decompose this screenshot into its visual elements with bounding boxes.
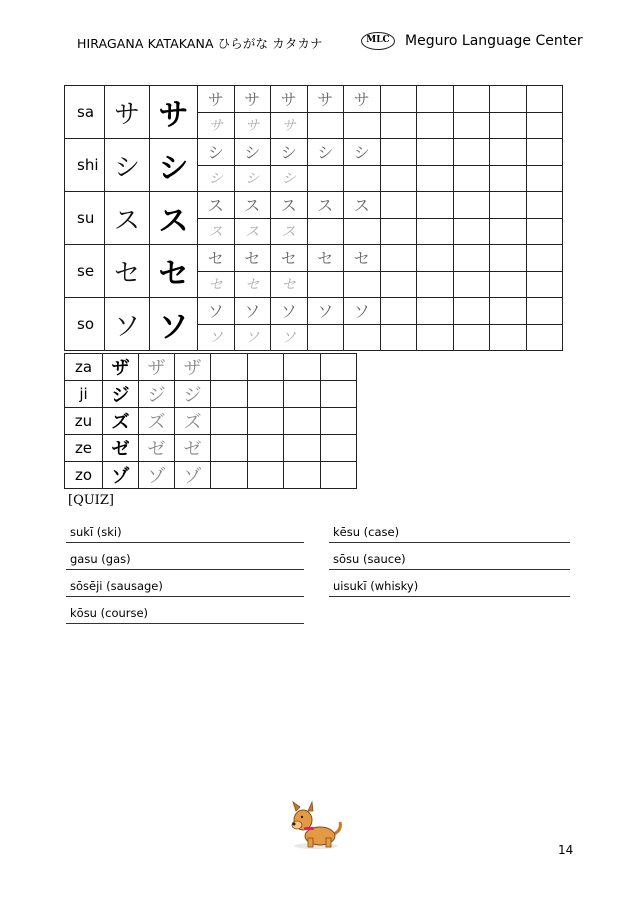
empty-practice-cell: [453, 324, 490, 351]
empty-practice-cell: [490, 112, 527, 139]
trace-kana: ソ: [198, 324, 235, 351]
kana-model: ズ: [103, 408, 139, 435]
trace-kana: セ: [234, 271, 271, 298]
romaji-label: sa: [65, 86, 105, 139]
empty-practice-cell: [490, 139, 527, 166]
empty-practice-cell: [417, 298, 454, 325]
empty-practice-cell: [490, 271, 527, 298]
empty-practice-cell: [307, 112, 344, 139]
empty-practice-cell: [380, 192, 417, 219]
kana-bold-model: ス: [150, 192, 198, 245]
empty-practice-cell: [320, 408, 357, 435]
empty-practice-cell: [211, 408, 248, 435]
kana-model: セ: [105, 245, 150, 298]
page-number: 14: [558, 843, 574, 857]
empty-practice-cell: [417, 139, 454, 166]
guide-kana: ジ: [139, 381, 175, 408]
trace-kana: シ: [234, 165, 271, 192]
guide-kana: ゼ: [139, 435, 175, 462]
empty-practice-cell: [380, 245, 417, 272]
empty-practice-cell: [284, 435, 321, 462]
practice-row: [65, 245, 563, 272]
guide-kana: ザ: [175, 354, 211, 381]
empty-practice-cell: [380, 112, 417, 139]
empty-practice-cell: [320, 354, 357, 381]
kana-model: シ: [105, 139, 150, 192]
empty-practice-cell: [247, 381, 284, 408]
empty-practice-cell: [284, 354, 321, 381]
empty-practice-cell: [526, 139, 563, 166]
trace-kana: セ: [198, 271, 235, 298]
trace-kana: セ: [271, 271, 308, 298]
empty-practice-cell: [320, 381, 357, 408]
empty-practice-cell: [211, 354, 248, 381]
empty-practice-cell: [526, 271, 563, 298]
practice-row: [65, 139, 563, 166]
guide-kana: セ: [271, 245, 308, 272]
guide-kana: ス: [307, 192, 344, 219]
quiz-item: sukī (ski): [66, 525, 304, 543]
guide-kana: ソ: [234, 298, 271, 325]
trace-kana: ス: [271, 218, 308, 245]
empty-practice-cell: [453, 218, 490, 245]
empty-practice-cell: [417, 245, 454, 272]
empty-practice-cell: [490, 165, 527, 192]
empty-practice-cell: [284, 381, 321, 408]
empty-practice-cell: [380, 86, 417, 113]
trace-kana: ソ: [234, 324, 271, 351]
quiz-item: sōsēji (sausage): [66, 579, 304, 597]
guide-kana: ソ: [307, 298, 344, 325]
empty-practice-cell: [417, 324, 454, 351]
empty-practice-cell: [211, 462, 248, 489]
trace-kana: ソ: [271, 324, 308, 351]
empty-practice-cell: [307, 165, 344, 192]
guide-kana: ソ: [344, 298, 381, 325]
guide-kana: ス: [198, 192, 235, 219]
romaji-label: se: [65, 245, 105, 298]
empty-practice-cell: [380, 165, 417, 192]
quiz-item: kōsu (course): [66, 606, 304, 624]
romaji-label: shi: [65, 139, 105, 192]
trace-kana: サ: [271, 112, 308, 139]
practice-row: [65, 298, 563, 325]
empty-practice-cell: [526, 218, 563, 245]
guide-kana: ス: [344, 192, 381, 219]
empty-practice-cell: [344, 271, 381, 298]
guide-kana: シ: [307, 139, 344, 166]
trace-kana: シ: [198, 165, 235, 192]
empty-practice-cell: [526, 245, 563, 272]
guide-kana: セ: [344, 245, 381, 272]
guide-kana: ズ: [175, 408, 211, 435]
empty-practice-cell: [490, 245, 527, 272]
guide-kana: ゼ: [175, 435, 211, 462]
guide-kana: サ: [271, 86, 308, 113]
guide-kana: サ: [344, 86, 381, 113]
quiz-item: kēsu (case): [329, 525, 570, 543]
empty-practice-cell: [490, 86, 527, 113]
empty-practice-cell: [344, 218, 381, 245]
empty-practice-cell: [380, 271, 417, 298]
empty-practice-cell: [284, 408, 321, 435]
romaji-label: zu: [65, 408, 103, 435]
header-title: HIRAGANA KATAKANA ひらがな カタカナ: [77, 36, 323, 51]
voiced-row: [65, 462, 357, 489]
empty-practice-cell: [380, 139, 417, 166]
trace-kana: シ: [271, 165, 308, 192]
kana-model: ジ: [103, 381, 139, 408]
empty-practice-cell: [344, 324, 381, 351]
empty-practice-cell: [380, 324, 417, 351]
empty-practice-cell: [526, 324, 563, 351]
empty-practice-cell: [453, 165, 490, 192]
empty-practice-cell: [453, 271, 490, 298]
empty-practice-cell: [247, 435, 284, 462]
guide-kana: サ: [198, 86, 235, 113]
guide-kana: シ: [344, 139, 381, 166]
empty-practice-cell: [247, 354, 284, 381]
quiz-item: uisukī (whisky): [329, 579, 570, 597]
empty-practice-cell: [453, 245, 490, 272]
kana-model: サ: [105, 86, 150, 139]
header-school-name: Meguro Language Center: [405, 33, 583, 49]
romaji-label: za: [65, 354, 103, 381]
voiced-row: [65, 435, 357, 462]
empty-practice-cell: [417, 218, 454, 245]
empty-practice-cell: [307, 218, 344, 245]
voiced-katakana-grid: [64, 353, 357, 489]
voiced-row: [65, 354, 357, 381]
romaji-label: su: [65, 192, 105, 245]
kana-model: ス: [105, 192, 150, 245]
practice-row: [65, 192, 563, 219]
empty-practice-cell: [526, 86, 563, 113]
empty-practice-cell: [453, 112, 490, 139]
kana-model: ゼ: [103, 435, 139, 462]
guide-kana: セ: [198, 245, 235, 272]
empty-practice-cell: [247, 462, 284, 489]
dog-illustration: [286, 798, 346, 850]
empty-practice-cell: [247, 408, 284, 435]
kana-bold-model: ソ: [150, 298, 198, 351]
guide-kana: ズ: [139, 408, 175, 435]
mlc-logo: MLC: [361, 32, 395, 50]
voiced-row: [65, 408, 357, 435]
kana-bold-model: セ: [150, 245, 198, 298]
practice-row: [65, 86, 563, 113]
empty-practice-cell: [490, 324, 527, 351]
kana-model: ザ: [103, 354, 139, 381]
empty-practice-cell: [211, 381, 248, 408]
empty-practice-cell: [490, 192, 527, 219]
empty-practice-cell: [453, 86, 490, 113]
katakana-practice-grid: [64, 85, 563, 351]
romaji-label: ji: [65, 381, 103, 408]
empty-practice-cell: [490, 298, 527, 325]
guide-kana: ス: [234, 192, 271, 219]
empty-practice-cell: [211, 435, 248, 462]
empty-practice-cell: [526, 192, 563, 219]
empty-practice-cell: [320, 435, 357, 462]
romaji-label: zo: [65, 462, 103, 489]
guide-kana: ソ: [198, 298, 235, 325]
romaji-label: so: [65, 298, 105, 351]
quiz-item: gasu (gas): [66, 552, 304, 570]
empty-practice-cell: [320, 462, 357, 489]
quiz-title: [QUIZ]: [68, 493, 114, 508]
guide-kana: ス: [271, 192, 308, 219]
guide-kana: ゾ: [175, 462, 211, 489]
trace-kana: サ: [234, 112, 271, 139]
empty-practice-cell: [380, 298, 417, 325]
kana-model: ゾ: [103, 462, 139, 489]
empty-practice-cell: [417, 165, 454, 192]
guide-kana: サ: [234, 86, 271, 113]
guide-kana: サ: [307, 86, 344, 113]
guide-kana: シ: [271, 139, 308, 166]
empty-practice-cell: [417, 271, 454, 298]
guide-kana: シ: [198, 139, 235, 166]
guide-kana: セ: [307, 245, 344, 272]
guide-kana: セ: [234, 245, 271, 272]
empty-practice-cell: [526, 298, 563, 325]
empty-practice-cell: [417, 86, 454, 113]
kana-model: ソ: [105, 298, 150, 351]
empty-practice-cell: [453, 192, 490, 219]
empty-practice-cell: [526, 165, 563, 192]
guide-kana: ソ: [271, 298, 308, 325]
romaji-label: ze: [65, 435, 103, 462]
voiced-row: [65, 381, 357, 408]
trace-kana: サ: [198, 112, 235, 139]
empty-practice-cell: [307, 324, 344, 351]
empty-practice-cell: [344, 112, 381, 139]
guide-kana: ザ: [139, 354, 175, 381]
empty-practice-cell: [284, 462, 321, 489]
trace-kana: ス: [198, 218, 235, 245]
guide-kana: ジ: [175, 381, 211, 408]
empty-practice-cell: [380, 218, 417, 245]
empty-practice-cell: [307, 271, 344, 298]
kana-bold-model: サ: [150, 86, 198, 139]
kana-bold-model: シ: [150, 139, 198, 192]
guide-kana: ゾ: [139, 462, 175, 489]
empty-practice-cell: [344, 165, 381, 192]
empty-practice-cell: [490, 218, 527, 245]
guide-kana: シ: [234, 139, 271, 166]
empty-practice-cell: [526, 112, 563, 139]
empty-practice-cell: [417, 112, 454, 139]
empty-practice-cell: [453, 139, 490, 166]
empty-practice-cell: [417, 192, 454, 219]
empty-practice-cell: [453, 298, 490, 325]
quiz-item: sōsu (sauce): [329, 552, 570, 570]
trace-kana: ス: [234, 218, 271, 245]
